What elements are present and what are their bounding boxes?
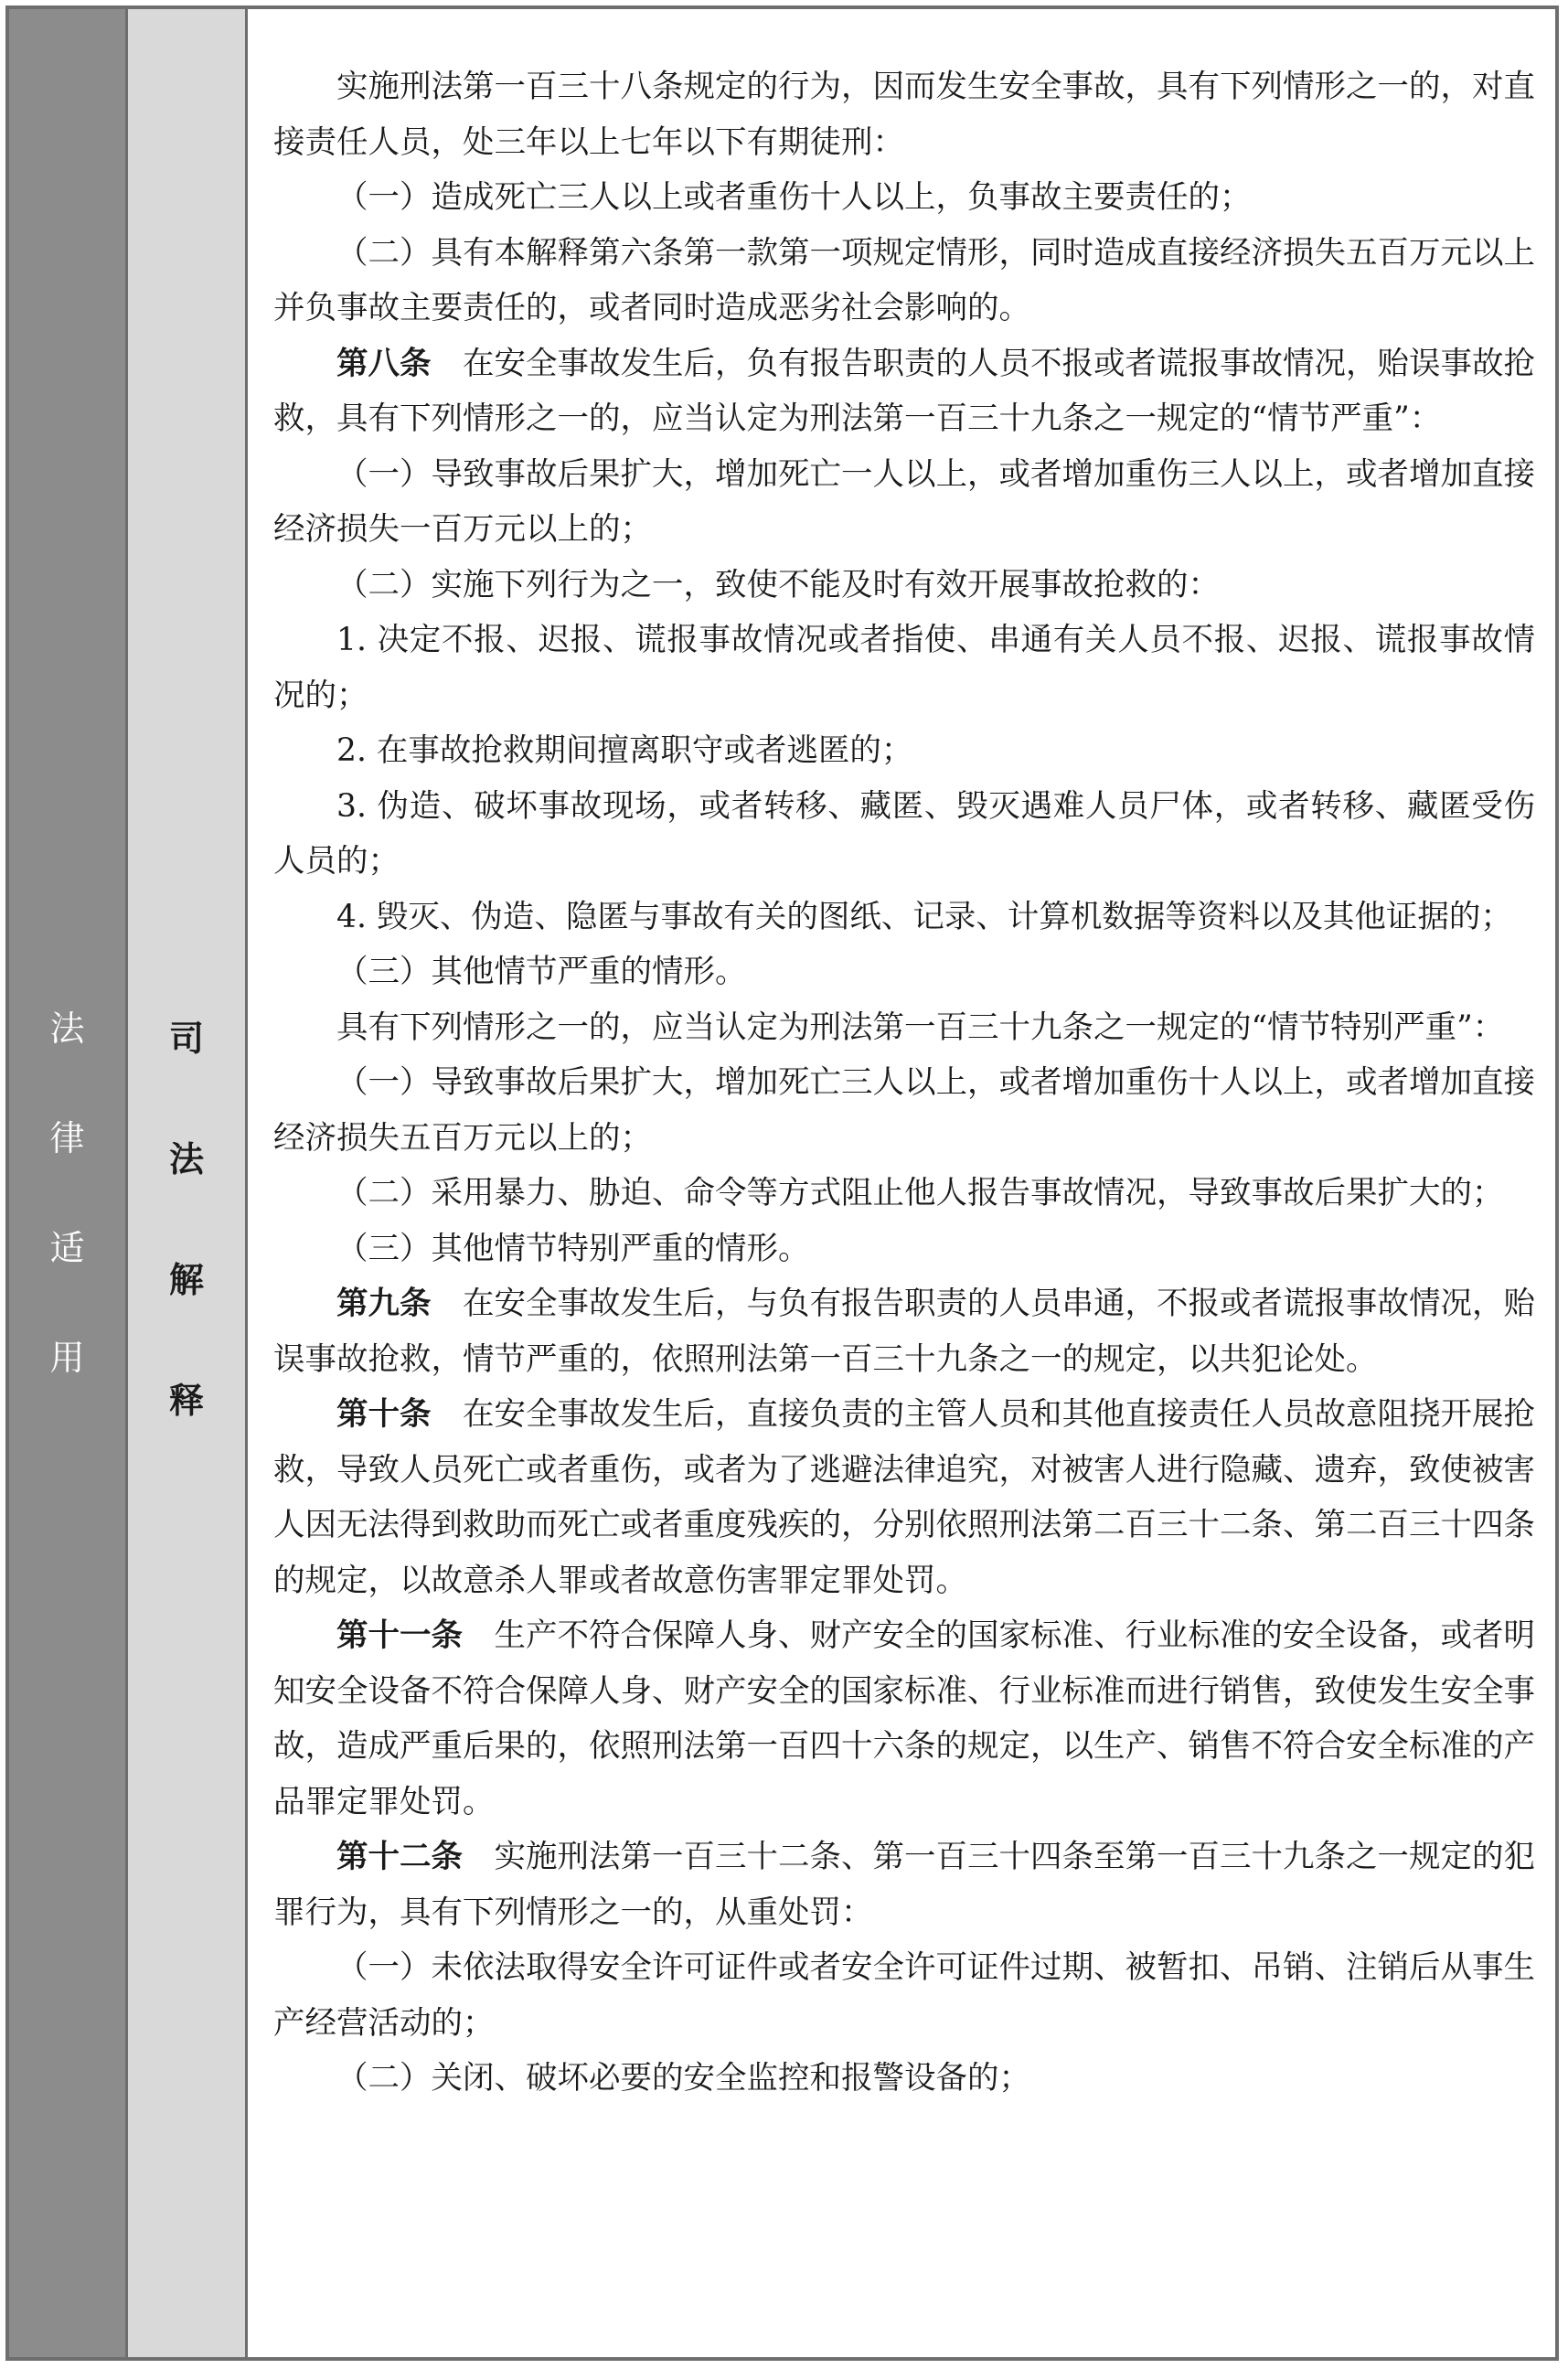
- paragraph-text: 实施刑法第一百三十八条规定的行为，因而发生安全事故，具有下列情形之一的，对直接责任人员，处三年以上七年以下有期徒刑：: [273, 69, 1535, 161]
- paragraph: [273, 1276, 1535, 1387]
- paragraph-text: （二）实施下列行为之一，致使不能及时有效开展事故抢救的：: [336, 566, 1220, 603]
- paragraph: [273, 723, 1535, 779]
- paragraph-text: 1. 决定不报、迟报、谎报事故情况或者指使、串通有关人员不报、迟报、谎报事故情况的；: [273, 622, 1535, 714]
- paragraph: [273, 1608, 1535, 1830]
- paragraph: [273, 1940, 1535, 2051]
- paragraph: [273, 336, 1535, 447]
- paragraph: [273, 1166, 1535, 1222]
- paragraph: [273, 1222, 1535, 1277]
- paragraph-text: （三）其他情节严重的情形。: [336, 954, 747, 990]
- paragraph-text: 2. 在事故抢救期间擅离职守或者逃匿的；: [336, 732, 913, 769]
- paragraph: [273, 1000, 1535, 1056]
- paragraph: [273, 170, 1535, 226]
- paragraph: [273, 226, 1535, 336]
- article-heading: 第十一条: [336, 1617, 463, 1654]
- paragraph: [273, 779, 1535, 890]
- subcategory-char: 释: [168, 1381, 204, 1421]
- content-column: [248, 9, 1555, 2357]
- paragraph: [273, 944, 1535, 1000]
- subcategory-char: 司: [168, 1019, 204, 1059]
- paragraph: [273, 558, 1535, 614]
- paragraph: [273, 613, 1535, 723]
- subcategory-char: 法: [168, 1139, 204, 1179]
- category-column: [9, 9, 128, 2357]
- category-char: 适: [49, 1228, 85, 1268]
- paragraph: [273, 2051, 1535, 2107]
- article-heading: 第八条: [336, 345, 432, 382]
- article-heading: 第九条: [336, 1286, 432, 1322]
- paragraph-text: 在安全事故发生后，直接负责的主管人员和其他直接责任人员故意阻挠开展抢救，导致人员死亡或者重伤，或者为了逃避法律追究，对被害人进行隐藏、遗弃，致使被害人因无法得到救助而死亡或者重度残疾的，分别依照刑法第二百三十二条、第二百三十四条的规定，以故意杀人罪或者故意伤害罪定罪处罚。: [273, 1396, 1535, 1599]
- paragraph-text: （一）导致事故后果扩大，增加死亡三人以上，或者增加重伤十人以上，或者增加直接经济损失五百万元以上的；: [273, 1064, 1535, 1157]
- category-char: 律: [49, 1118, 85, 1158]
- paragraph-text: 生产不符合保障人身、财产安全的国家标准、行业标准的安全设备，或者明知安全设备不符合保障人身、财产安全的国家标准、行业标准而进行销售，致使发生安全事故，造成严重后果的，依照刑法第一百四十六条的规定，以生产、销售不符合安全标准的产品罪定罪处罚。: [273, 1617, 1535, 1820]
- paragraph-text: 具有下列情形之一的，应当认定为刑法第一百三十九条之一规定的“情节特别严重”：: [336, 1008, 1505, 1046]
- paragraph-text: （一）造成死亡三人以上或者重伤十人以上，负事故主要责任的；: [336, 179, 1252, 216]
- paragraph-text: 在安全事故发生后，与负有报告职责的人员串通，不报或者谎报事故情况，贻误事故抢救，情节严重的，依照刑法第一百三十九条之一的规定，以共犯论处。: [273, 1286, 1535, 1378]
- paragraph: [273, 1830, 1535, 1940]
- paragraph: [273, 59, 1535, 170]
- paragraph-text: 3. 伪造、破坏事故现场，或者转移、藏匿、毁灭遇难人员尸体，或者转移、藏匿受伤人员的；: [273, 787, 1535, 880]
- paragraph-text: （一）导致事故后果扩大，增加死亡一人以上，或者增加重伤三人以上，或者增加直接经济损失一百万元以上的；: [273, 455, 1535, 548]
- paragraph: [273, 890, 1535, 945]
- paragraph-text: 在安全事故发生后，负有报告职责的人员不报或者谎报事故情况，贻误事故抢救，具有下列情形之一的，应当认定为刑法第一百三十九条之一规定的“情节严重”：: [273, 345, 1535, 437]
- paragraph-text: （二）具有本解释第六条第一款第一项规定情形，同时造成直接经济损失五百万元以上并负事故主要责任的，或者同时造成恶劣社会影响的。: [273, 234, 1535, 326]
- category-label: [9, 974, 125, 1413]
- law-table: [5, 5, 1559, 2361]
- paragraph-text: （二）关闭、破坏必要的安全监控和报警设备的；: [336, 2060, 1030, 2097]
- article-heading: 第十二条: [336, 1839, 463, 1875]
- article-heading: 第十条: [336, 1396, 432, 1433]
- paragraph-text: 实施刑法第一百三十二条、第一百三十四条至第一百三十九条之一规定的犯罪行为，具有下列情形之一的，从重处罚：: [273, 1839, 1535, 1931]
- paragraph-text: （三）其他情节特别严重的情形。: [336, 1230, 810, 1267]
- subcategory-label: [128, 978, 245, 1461]
- paragraph: [273, 1055, 1535, 1166]
- paragraph-text: 4. 毁灭、伪造、隐匿与事故有关的图纸、记录、计算机数据等资料以及其他证据的；: [336, 898, 1512, 935]
- category-char: 法: [49, 1008, 85, 1049]
- paragraph-text: （一）未依法取得安全许可证件或者安全许可证件过期、被暂扣、吊销、注销后从事生产经营活动的；: [273, 1949, 1535, 2042]
- category-char: 用: [49, 1338, 85, 1378]
- subcategory-char: 解: [168, 1260, 204, 1300]
- paragraph-text: （二）采用暴力、胁迫、命令等方式阻止他人报告事故情况，导致事故后果扩大的；: [336, 1175, 1504, 1211]
- paragraph: [273, 447, 1535, 558]
- paragraph: [273, 1387, 1535, 1608]
- subcategory-column: [128, 9, 248, 2357]
